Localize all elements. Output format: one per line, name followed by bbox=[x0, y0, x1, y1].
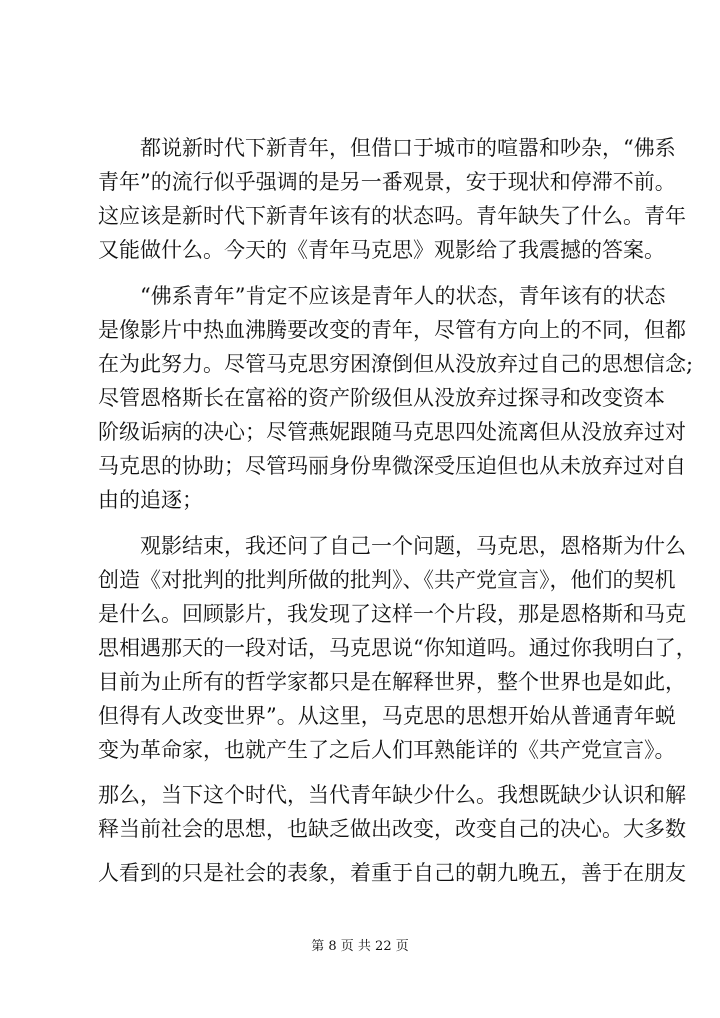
paragraph-line: 但得有人改变世界”。从这里，马克思的思想开始从普通青年蜕 bbox=[98, 704, 676, 728]
paragraph-line: 都说新时代下新青年，但借口于城市的喧嚣和吵杂，“佛系 bbox=[98, 136, 676, 160]
paragraph-line: 观影结束，我还问了自己一个问题，马克思，恩格斯为什么 bbox=[98, 534, 686, 558]
paragraph-line: 阶级诟病的决心；尽管燕妮跟随马克思四处流离但从没放弃过对 bbox=[98, 420, 686, 444]
paragraph-line: 是什么。回顾影片，我发现了这样一个片段，那是恩格斯和马克 bbox=[98, 602, 686, 626]
paragraph-line: 思相遇那天的一段对话，马克思说“你知道吗。通过你我明白了， bbox=[98, 636, 697, 660]
paragraph-line: 是像影片中热血沸腾要改变的青年，尽管有方向上的不同，但都 bbox=[98, 318, 686, 342]
paragraph-line: 那么，当下这个时代，当代青年缺少什么。我想既缺少认识和解 bbox=[98, 783, 686, 807]
paragraph-line: 由的追逐； bbox=[98, 488, 203, 512]
paragraph-line: 青年”的流行似乎强调的是另一番观景，安于现状和停滞不前。 bbox=[98, 170, 676, 194]
paragraph-line: 释当前社会的思想，也缺乏做出改变，改变自己的决心。大多数 bbox=[98, 817, 686, 841]
paragraph-line: 变为革命家，也就产生了之后人们耳熟能详的《共产党宣言》。 bbox=[98, 738, 676, 762]
paragraph-line: 尽管恩格斯长在富裕的资产阶级但从没放弃过探寻和改变资本 bbox=[98, 386, 665, 410]
paragraph-line: 马克思的协助；尽管玛丽身份卑微深受压迫但也从未放弃过对自 bbox=[98, 454, 686, 478]
paragraph-line: 目前为止所有的哲学家都只是在解释世界，整个世界也是如此， bbox=[98, 670, 686, 694]
paragraph-line: “佛系青年”肯定不应该是青年人的状态，青年该有的状态 bbox=[98, 284, 666, 308]
paragraph-line: 又能做什么。今天的《青年马克思》观影给了我震撼的答案。 bbox=[98, 238, 665, 262]
paragraph-line: 人看到的只是社会的表象，着重于自己的朝九晚五，善于在朋友 bbox=[98, 861, 686, 885]
paragraph-line: 创造《对批判的批判所做的批判》、《共产党宣言》，他们的契机 bbox=[98, 568, 676, 592]
paragraph-line: 在为此努力。尽管马克思穷困潦倒但从没放弃过自己的思想信念; bbox=[98, 352, 694, 376]
page-number-footer: 第 8 页 共 22 页 bbox=[311, 939, 409, 954]
paragraph-line: 这应该是新时代下新青年该有的状态吗。青年缺失了什么。青年 bbox=[98, 204, 686, 228]
